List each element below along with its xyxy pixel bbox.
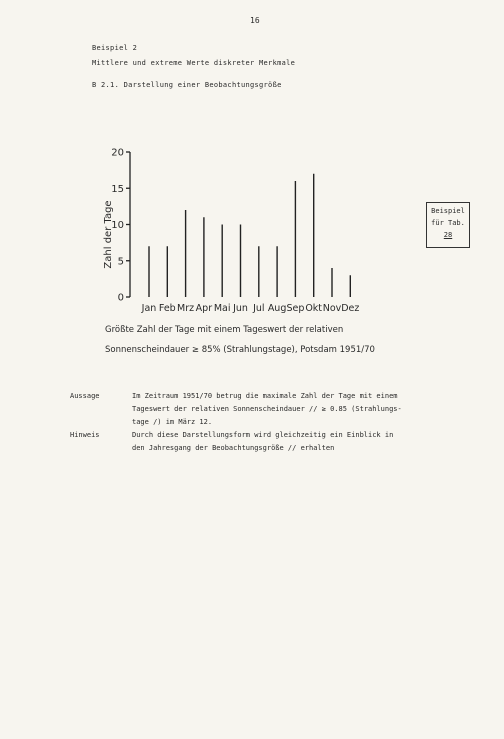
reference-box-line-2: für Tab.: [431, 219, 465, 227]
example-subtitle: Mittlere und extreme Werte diskreter Merkmale: [92, 59, 296, 67]
hinweis-line-1: Durch diese Darstellungsform wird gleichzeitig ein Einblick in: [132, 431, 394, 439]
y-tick-label: 10: [111, 220, 124, 231]
x-tick-label: Sep: [286, 303, 305, 314]
aussage-line-2: Tageswert der relativen Sonnenscheindauer // ≥ 0.85 (Strahlungs-: [132, 405, 402, 413]
bar-chart: [90, 140, 380, 320]
x-tick-label: Jan: [141, 303, 157, 314]
aussage-line-3: tage /) im März 12.: [132, 418, 213, 426]
hinweis-text: [132, 429, 442, 455]
x-tick-label: Jun: [233, 303, 248, 314]
x-tick-label: Mrz: [177, 303, 195, 314]
x-tick-label: Okt: [305, 303, 323, 314]
page-number: 16: [250, 16, 260, 25]
aussage-label: Aussage: [70, 392, 100, 400]
section-heading: B 2.1. Darstellung einer Beobachtungsgröße: [92, 81, 282, 89]
y-tick-label: 0: [117, 292, 124, 304]
figure-caption-line-2: Sonnenscheindauer ≥ 85% (Strahlungstage), Potsdam 1951/70: [105, 345, 375, 355]
x-tick-label: Jul: [253, 303, 265, 314]
x-tick-label: Aug: [267, 303, 287, 314]
y-axis-title: Zahl der Tage: [103, 200, 114, 269]
hinweis-label: Hinweis: [70, 431, 100, 439]
reference-box-line-1: Beispiel: [431, 207, 465, 215]
x-tick-label: Nov: [322, 303, 342, 314]
hinweis-line-2: den Jahresgang der Beobachtungsgröße // erhalten: [132, 444, 335, 452]
y-tick-label: 5: [117, 256, 124, 268]
reference-table-number: 28: [443, 231, 453, 239]
y-tick-label: 15: [111, 183, 124, 195]
reference-box: [426, 202, 470, 248]
x-tick-label: Dez: [341, 303, 360, 314]
x-tick-label: Mai: [213, 303, 231, 314]
figure-caption-line-1: Größte Zahl der Tage mit einem Tageswert der relativen: [105, 325, 344, 335]
example-title: Beispiel 2: [92, 44, 138, 52]
x-tick-label: Feb: [158, 303, 176, 314]
aussage-text: [132, 390, 442, 429]
y-tick-label: 20: [111, 147, 124, 159]
aussage-line-1: Im Zeitraum 1951/70 betrug die maximale Zahl der Tage mit einem: [132, 392, 398, 400]
x-tick-label: Apr: [195, 303, 213, 314]
